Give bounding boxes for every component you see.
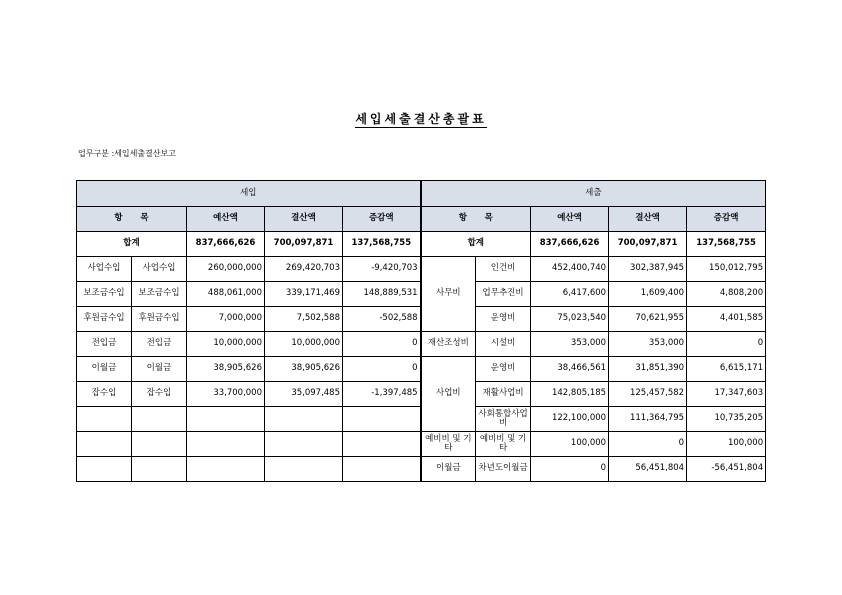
revenue-diff: 0 (343, 332, 421, 357)
expense-total-label: 합계 (421, 232, 531, 257)
revenue-category: 전입금 (77, 332, 132, 357)
expense-settled: 302,387,945 (609, 257, 687, 282)
business-category: 업무구분 :세입세출결산보고 (78, 149, 176, 158)
table-row (77, 357, 766, 382)
empty-cell (132, 407, 187, 432)
revenue-header: 세입 (77, 181, 421, 207)
revenue-settled: 38,905,626 (265, 357, 343, 382)
revenue-category: 잡수입 (77, 382, 132, 407)
expense-budget: 75,023,540 (531, 307, 609, 332)
empty-cell (343, 457, 421, 482)
expense-diff: 4,808,200 (687, 282, 766, 307)
revenue-diff: -502,588 (343, 307, 421, 332)
expense-diff: 0 (687, 332, 766, 357)
revenue-budget: 10,000,000 (187, 332, 265, 357)
revenue-budget: 7,000,000 (187, 307, 265, 332)
expense-total-settled: 700,097,871 (609, 232, 687, 257)
total-row (77, 232, 766, 257)
section-header-row (77, 181, 766, 207)
expense-diff: 100,000 (687, 432, 766, 457)
expense-diff: 4,401,585 (687, 307, 766, 332)
revenue-settled: 7,502,588 (265, 307, 343, 332)
revenue-diff-header: 증감액 (343, 207, 421, 232)
expense-budget: 353,000 (531, 332, 609, 357)
expense-diff: -56,451,804 (687, 457, 766, 482)
revenue-settled-header: 결산액 (265, 207, 343, 232)
expense-settled: 56,451,804 (609, 457, 687, 482)
table-row (77, 257, 766, 282)
expense-subcategory: 시설비 (476, 332, 531, 357)
expense-subcategory: 사회통합사업비 (476, 407, 531, 432)
expense-total-diff: 137,568,755 (687, 232, 766, 257)
expense-group-property: 재산조성비 (421, 332, 476, 357)
revenue-budget: 38,905,626 (187, 357, 265, 382)
expense-header: 세출 (421, 181, 766, 207)
expense-subcategory: 재활사업비 (476, 382, 531, 407)
expense-diff: 17,347,603 (687, 382, 766, 407)
revenue-total-label: 합계 (77, 232, 187, 257)
expense-subcategory: 운영비 (476, 357, 531, 382)
expense-budget: 452,400,740 (531, 257, 609, 282)
revenue-subcategory: 전입금 (132, 332, 187, 357)
expense-group-business: 사업비 (421, 357, 476, 432)
empty-cell (187, 432, 265, 457)
revenue-total-settled: 700,097,871 (265, 232, 343, 257)
expense-settled: 125,457,582 (609, 382, 687, 407)
expense-budget: 38,466,561 (531, 357, 609, 382)
revenue-settled: 35,097,485 (265, 382, 343, 407)
revenue-category: 사업수입 (77, 257, 132, 282)
expense-budget: 122,100,000 (531, 407, 609, 432)
revenue-subcategory: 사업수입 (132, 257, 187, 282)
revenue-category: 후원금수입 (77, 307, 132, 332)
empty-cell (187, 407, 265, 432)
revenue-settled: 10,000,000 (265, 332, 343, 357)
revenue-diff: -1,397,485 (343, 382, 421, 407)
empty-cell (187, 457, 265, 482)
revenue-budget: 260,000,000 (187, 257, 265, 282)
expense-group-reserve: 예비비 및 기타 (421, 432, 476, 457)
empty-cell (77, 432, 132, 457)
expense-subcategory: 운영비 (476, 307, 531, 332)
revenue-budget-header: 예산액 (187, 207, 265, 232)
expense-item-header: 항 목 (421, 207, 531, 232)
empty-cell (265, 457, 343, 482)
revenue-settled: 269,420,703 (265, 257, 343, 282)
table-row (77, 432, 766, 457)
expense-budget: 6,417,600 (531, 282, 609, 307)
expense-diff: 10,735,205 (687, 407, 766, 432)
revenue-category: 이월금 (77, 357, 132, 382)
expense-group-carryover: 이월금 (421, 457, 476, 482)
expense-settled-header: 결산액 (609, 207, 687, 232)
expense-settled: 31,851,390 (609, 357, 687, 382)
revenue-diff: 0 (343, 357, 421, 382)
empty-cell (132, 432, 187, 457)
empty-cell (343, 407, 421, 432)
expense-settled: 111,364,795 (609, 407, 687, 432)
empty-cell (132, 457, 187, 482)
column-header-row (77, 207, 766, 232)
revenue-diff: -9,420,703 (343, 257, 421, 282)
revenue-budget: 488,061,000 (187, 282, 265, 307)
expense-settled: 1,609,400 (609, 282, 687, 307)
expense-budget: 142,805,185 (531, 382, 609, 407)
revenue-subcategory: 이월금 (132, 357, 187, 382)
empty-cell (265, 407, 343, 432)
empty-cell (77, 457, 132, 482)
expense-subcategory: 인건비 (476, 257, 531, 282)
revenue-subcategory: 후원금수입 (132, 307, 187, 332)
revenue-settled: 339,171,469 (265, 282, 343, 307)
page-title: 세입세출결산총괄표 (355, 112, 487, 126)
revenue-budget: 33,700,000 (187, 382, 265, 407)
expense-subcategory: 차년도이월금 (476, 457, 531, 482)
revenue-total-budget: 837,666,626 (187, 232, 265, 257)
expense-diff: 150,012,795 (687, 257, 766, 282)
expense-diff-header: 증감액 (687, 207, 766, 232)
settlement-summary-table (76, 180, 766, 482)
table-row (77, 332, 766, 357)
expense-diff: 6,615,171 (687, 357, 766, 382)
expense-settled: 0 (609, 432, 687, 457)
revenue-subcategory: 보조금수입 (132, 282, 187, 307)
revenue-total-diff: 137,568,755 (343, 232, 421, 257)
expense-budget: 0 (531, 457, 609, 482)
expense-settled: 70,621,955 (609, 307, 687, 332)
empty-cell (77, 407, 132, 432)
expense-settled: 353,000 (609, 332, 687, 357)
expense-budget: 100,000 (531, 432, 609, 457)
empty-cell (343, 432, 421, 457)
expense-subcategory: 업무추진비 (476, 282, 531, 307)
revenue-subcategory: 잡수입 (132, 382, 187, 407)
expense-group-office: 사무비 (421, 257, 476, 332)
revenue-item-header: 항 목 (77, 207, 187, 232)
revenue-category: 보조금수입 (77, 282, 132, 307)
expense-budget-header: 예산액 (531, 207, 609, 232)
expense-total-budget: 837,666,626 (531, 232, 609, 257)
table-row (77, 457, 766, 482)
empty-cell (265, 432, 343, 457)
revenue-diff: 148,889,531 (343, 282, 421, 307)
expense-subcategory: 예비비 및 기타 (476, 432, 531, 457)
